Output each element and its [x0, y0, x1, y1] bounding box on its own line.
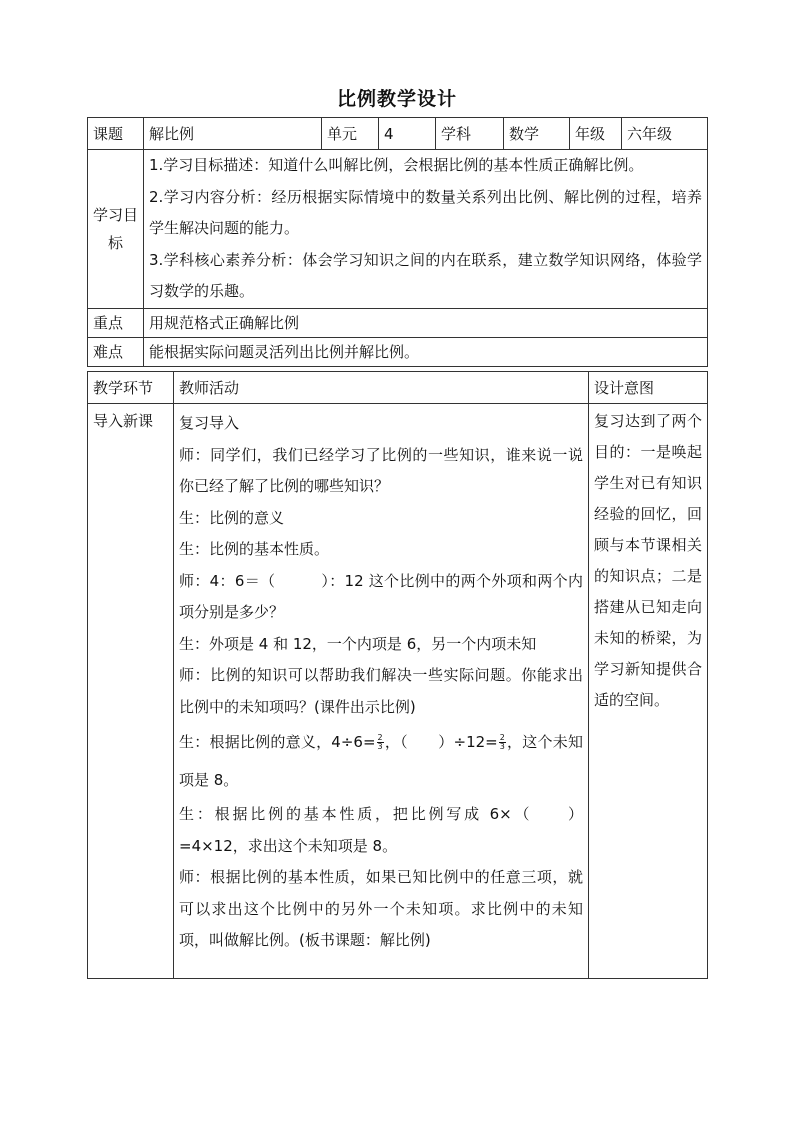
grade-label: 年级 — [570, 118, 622, 150]
teacher-activity-cell — [174, 404, 589, 979]
key-point-label: 重点 — [88, 308, 144, 337]
goals-content — [144, 150, 708, 309]
meaning-text-c: ，这个未知项是 8。 — [179, 733, 583, 789]
info-row — [88, 118, 708, 150]
process-header-row — [88, 372, 708, 404]
activity-line: 生：比例的意义 — [179, 508, 285, 527]
difficulty-row — [88, 337, 708, 366]
info-table — [87, 117, 708, 367]
activity-line: 生：根据比例的基本性质，把比例写成 6×（ ）=4×12，求出这个未知项是 8。 — [179, 805, 583, 855]
activity-line: 师：根据比例的基本性质，如果已知比例中的任意三项，就可以求出这个比例中的另外一个未知项。求比例中的未知项，叫做解比例。(板书课题：解比例) — [179, 868, 583, 949]
process-table — [87, 371, 708, 979]
fraction-numerator: 2 — [499, 733, 505, 742]
key-point-row — [88, 308, 708, 337]
fraction-two-thirds — [377, 734, 384, 751]
activity-line: 师：比例的知识可以帮助我们解决一些实际问题。你能求出比例中的未知项吗？(课件出示比例) — [179, 666, 583, 716]
design-intent-text: 复习达到了两个目的：一是唤起学生对已有知识经验的回忆，回顾与本节课相关的知识点；二是搭建从已知走向未知的桥梁，为学习新知提供合适的空间。 — [594, 412, 702, 709]
stage-cell: 导入新课 — [88, 404, 174, 979]
fraction-denominator: 3 — [499, 742, 505, 751]
goal-item: 1.学习目标描述：知道什么叫解比例，会根据比例的基本性质正确解比例。 — [149, 156, 644, 174]
activity-line: 生：外项是 4 和 12，一个内项是 6，另一个内项未知 — [179, 634, 537, 653]
design-intent-cell — [589, 404, 708, 979]
activity-line: 师：同学们，我们已经学习了比例的一些知识，谁来说一说你已经了解了比例的哪些知识？ — [179, 445, 583, 495]
grade-value: 六年级 — [622, 118, 708, 150]
unit-value: 4 — [379, 118, 436, 150]
topic-label: 课题 — [88, 118, 144, 150]
difficulty-value: 能根据实际问题灵活列出比例并解比例。 — [144, 337, 708, 366]
fraction-two-thirds — [499, 734, 506, 751]
unit-label: 单元 — [322, 118, 379, 150]
document-title: 比例教学设计 — [336, 88, 457, 110]
goal-item: 2.学习内容分析：经历根据实际情境中的数量关系列出比例、解比例的过程，培养学生解决问题的能力。 — [149, 187, 702, 237]
header-activity: 教师活动 — [174, 372, 589, 404]
subject-label: 学科 — [436, 118, 504, 150]
difficulty-label: 难点 — [88, 337, 144, 366]
goals-label: 学习目标 — [88, 150, 144, 309]
fraction-numerator: 2 — [377, 733, 383, 742]
subject-value: 数学 — [504, 118, 570, 150]
meaning-text-b: ，（ ）÷12= — [384, 733, 498, 751]
header-stage: 教学环节 — [88, 372, 174, 404]
topic-value: 解比例 — [144, 118, 322, 150]
goal-item: 3.学科核心素养分析：体会学习知识之间的内在联系，建立数学知识网络，体验学习数学的乐趣。 — [149, 250, 702, 300]
process-body-row — [88, 404, 708, 979]
meaning-text-a: 生：根据比例的意义，4÷6= — [179, 733, 376, 751]
key-point-value: 用规范格式正确解比例 — [144, 308, 708, 337]
activity-line: 生：比例的基本性质。 — [179, 540, 330, 558]
activity-line-fraction — [179, 723, 583, 799]
goals-row — [88, 150, 708, 309]
activity-line: 复习导入 — [179, 414, 240, 432]
fraction-denominator: 3 — [377, 742, 383, 751]
activity-line: 师：4：6＝（ ）：12 这个比例中的两个外项和两个内项分别是多少？ — [179, 571, 583, 621]
header-intent: 设计意图 — [589, 372, 708, 404]
